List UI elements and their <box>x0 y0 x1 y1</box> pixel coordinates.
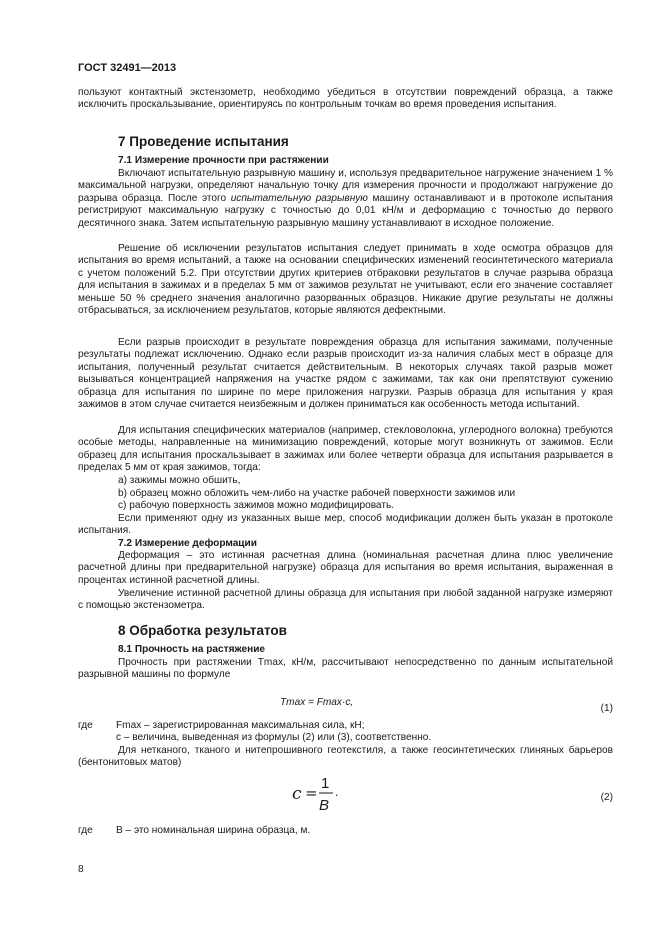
formula-2 <box>290 772 350 816</box>
svg-text:c: c <box>292 784 302 804</box>
where-1-b: c – величина, выведенная из формулы (2) или (3), соответственно. <box>116 732 432 743</box>
list-item-c: c) рабочую поверхность зажимов можно модифицировать. <box>118 500 395 511</box>
svg-text:B: B <box>319 797 330 814</box>
formula-1-number: (1) <box>600 703 613 714</box>
paragraph-7-1-a: Включают испытательную разрывную машину и, используя предварительное нагружение значением 1 % максимальной нагрузки, определяют начальную точку для измерения прочности и продолжают нагружение до разрыва образца. После этого испытательную разрывную машину останавливают и в протоколе испытания регистрируют максимальную нагрузку с точностью до 0,01 кН/м и деформацию с точностью до первого десятичного знака. Затем испытательную разрывную машину устанавливают в исходное положение. <box>78 168 613 229</box>
section-7-title: 7 Проведение испытания <box>118 134 289 149</box>
where-2: B – это номинальная ширина образца, м. <box>116 825 311 836</box>
svg-text:1: 1 <box>321 775 330 792</box>
paragraph-8-1-b: Для нетканого, тканого и нитепрошивного геотекстиля, а также геосинтетических глиняных барьеров (бентонитовых матов) <box>78 745 613 769</box>
where-1-a: Fmax – зарегистрированная максимальная сила, кН; <box>116 720 365 731</box>
section-8-1-title: 8.1 Прочность на растяжение <box>118 644 266 655</box>
section-8-title: 8 Обработка результатов <box>118 623 287 638</box>
paragraph-7-1-e: Если применяют одну из указанных выше мер, способ модификации должен быть указан в протоколе испытания. <box>78 513 613 537</box>
paragraph-7-1-d: Для испытания специфических материалов (например, стекловолокна, углеродного волокна) требуются особые методы, направленные на минимизацию повреждений, которые могут возникнуть от зажимов. Если образец для испытания проскальзывает в зажимах или более четверти образца для испытания разрывается в пределах 5 мм от края зажимов, тогда: <box>78 425 613 474</box>
where-label-1: где <box>78 720 93 731</box>
paragraph-7-2-a: Деформация – это истинная расчетная длина (номинальная расчетная длина плюс увеличение расчетной длины при предварительной нагрузке) образца для испытания во время испытания, выраженная в процентах истинной расчетной длины. <box>78 550 613 586</box>
list-item-a: a) зажимы можно обшить, <box>118 475 241 486</box>
paragraph-7-1-c: Если разрыв происходит в результате повреждения образца для испытания зажимами, полученные результаты подлежат исключению. Однако если разрыв происходит из-за наличия слабых мест в образце для испытания, полученный результат считается действительным. В некоторых случаях такой разрыв может вызываться концентрацией напряжения на участке рядом с зажимами, так как они препятствуют сужению образца для испытания по ширине по мере приложения нагрузки. Разрыв образца для испытания у края зажимов в этом случае считается неизбежным и должен приниматься как особенность метода испытаний. <box>78 337 613 411</box>
formula-2-number: (2) <box>600 792 613 803</box>
svg-text:.: . <box>335 785 339 799</box>
formula-1: Tmax = Fmax·c, <box>280 697 354 708</box>
section-7-1-title: 7.1 Измерение прочности при растяжении <box>118 155 329 166</box>
intro-paragraph: пользуют контактный экстензометр, необходимо убедиться в отсутствии повреждений образца, а также исключить проскальзывание, ориентируясь по контрольным точкам во время проведения испытания. <box>78 87 613 111</box>
paragraph-8-1-a: Прочность при растяжении Tmax, кН/м, рассчитывают непосредственно по данным испытательной разрывной машины по формуле <box>78 657 613 681</box>
document-header: ГОСТ 32491—2013 <box>78 62 177 74</box>
svg-text:=: = <box>305 784 318 802</box>
where-label-2: где <box>78 825 93 836</box>
page-number: 8 <box>78 864 84 875</box>
paragraph-7-2-b: Увеличение истинной расчетной длины образца для испытания при любой заданной нагрузке измеряют с помощью экстензометра. <box>78 588 613 612</box>
section-7-2-title: 7.2 Измерение деформации <box>118 538 257 549</box>
paragraph-7-1-b: Решение об исключении результатов испытания следует принимать в ходе осмотра образцов для испытания во время испытаний, а также на основании специфических изменений геосинтетического материала с учетом положений 5.2. При отсутствии других критериев отбраковки результатов в случае разрыва образца для испытания в зажимах и в пределах 5 мм от зажимов результат не учитывают, если его значение составляет меньше 50 % среднего значения аналогично разорванных образцов. Никакие другие результаты не должны отбрасываться, за исключением результатов, которые являются дефектными. <box>78 243 613 317</box>
list-item-b: b) образец можно обложить чем-либо на участке рабочей поверхности зажимов или <box>118 488 516 499</box>
